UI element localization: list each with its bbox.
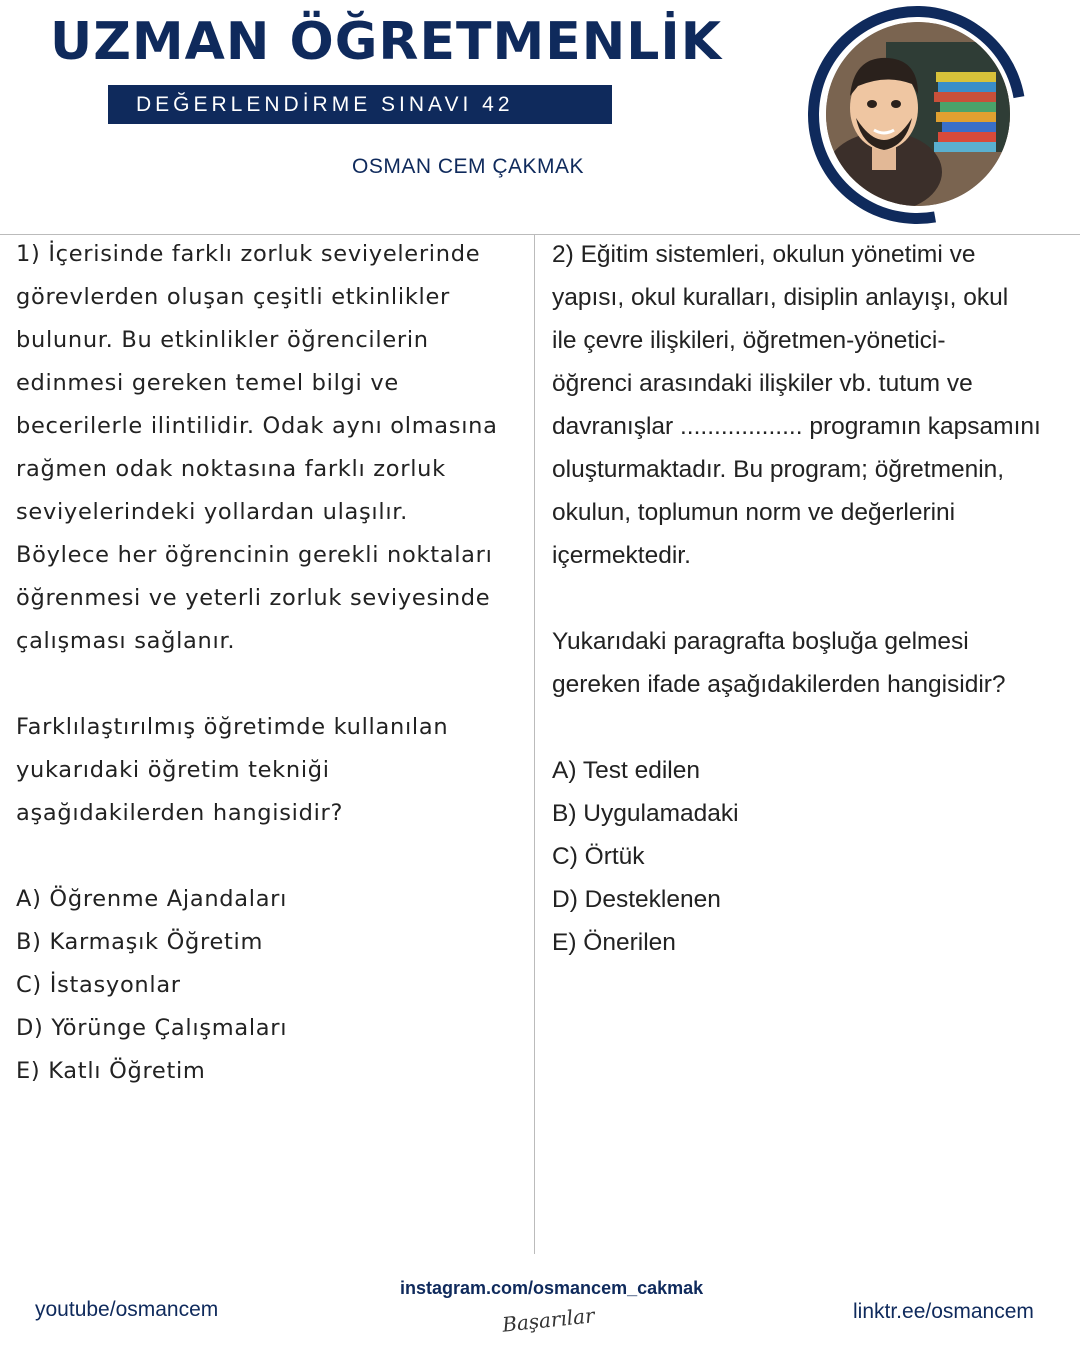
question-1-text-line: seviyelerindeki yollardan ulaşılır. xyxy=(16,499,409,525)
question-1-text-line: çalışması sağlanır. xyxy=(16,628,236,654)
exam-subtitle-banner: DEĞERLENDİRME SINAVI 42 xyxy=(108,85,612,124)
question-1-option-b: B) Karmaşık Öğretim xyxy=(16,929,264,955)
spacer xyxy=(552,577,1072,620)
question-2-text-line: davranışlar .................. programın kapsamını xyxy=(552,413,1041,440)
spacer xyxy=(552,706,1072,749)
question-1-text-line: edinmesi gereken temel bilgi ve xyxy=(16,370,399,396)
question-1-text-line: bulunur. Bu etkinlikler öğrencilerin xyxy=(16,327,429,353)
question-1-text-line: Böylece her öğrencinin gerekli noktaları xyxy=(16,542,493,568)
question-2-text-line: 2) Eğitim sistemleri, okulun yönetimi ve xyxy=(552,241,976,268)
author-name: OSMAN CEM ÇAKMAK xyxy=(352,155,585,178)
spacer xyxy=(16,663,528,706)
question-2-prompt-line: gereken ifade aşağıdakilerden hangisidir? xyxy=(552,671,1006,698)
youtube-link[interactable]: youtube/osmancem xyxy=(35,1298,219,1321)
question-2-text-line: okulun, toplumun norm ve değerlerini xyxy=(552,499,956,526)
question-2-option-a: A) Test edilen xyxy=(552,757,700,784)
question-2-option-d: D) Desteklenen xyxy=(552,886,721,913)
question-2-prompt-line: Yukarıdaki paragrafta boşluğa gelmesi xyxy=(552,628,969,655)
question-1 xyxy=(16,233,528,1093)
question-1-text-line: öğrenmesi ve yeterli zorluk seviyesinde xyxy=(16,585,491,611)
question-2-option-c: C) Örtük xyxy=(552,843,645,870)
question-1-prompt-line: Farklılaştırılmış öğretimde kullanılan xyxy=(16,714,449,740)
spacer xyxy=(16,835,528,878)
question-1-prompt-line: aşağıdakilerden hangisidir? xyxy=(16,800,344,826)
question-2-text-line: ile çevre ilişkileri, öğretmen-yönetici- xyxy=(552,327,946,354)
question-1-prompt-line: yukarıdaki öğretim tekniği xyxy=(16,757,330,783)
main-title: UZMAN ÖĞRETMENLİK xyxy=(50,12,723,72)
question-1-option-e: E) Katlı Öğretim xyxy=(16,1058,206,1084)
question-2-text-line: oluşturmaktadır. Bu program; öğretmenin, xyxy=(552,456,1005,483)
question-1-option-d: D) Yörünge Çalışmaları xyxy=(16,1015,288,1041)
question-2-text-line: yapısı, okul kuralları, disiplin anlayışı, okul xyxy=(552,284,1009,311)
question-2-option-b: B) Uygulamadaki xyxy=(552,800,739,827)
question-2 xyxy=(552,233,1072,964)
question-1-text-line: becerilerle ilintilidir. Odak aynı olmasına xyxy=(16,413,498,439)
caricature-illustration xyxy=(826,22,1010,206)
column-divider xyxy=(534,234,535,1254)
signature: Başarılar xyxy=(500,1303,596,1337)
instagram-link[interactable]: instagram.com/osmancem_cakmak xyxy=(400,1278,704,1298)
question-2-text-line: öğrenci arasındaki ilişkiler vb. tutum ve xyxy=(552,370,973,397)
question-2-option-e: E) Önerilen xyxy=(552,929,676,956)
avatar xyxy=(826,22,1010,206)
question-2-text-line: içermektedir. xyxy=(552,542,691,569)
question-1-text-line: rağmen odak noktasına farklı zorluk xyxy=(16,456,446,482)
linktree-link[interactable]: linktr.ee/osmancem xyxy=(853,1300,1034,1323)
question-1-text-line: 1) İçerisinde farklı zorluk seviyelerinde xyxy=(16,241,481,267)
question-1-option-c: C) İstasyonlar xyxy=(16,972,181,998)
question-1-option-a: A) Öğrenme Ajandaları xyxy=(16,886,288,912)
question-1-text-line: görevlerden oluşan çeşitli etkinlikler xyxy=(16,284,450,310)
